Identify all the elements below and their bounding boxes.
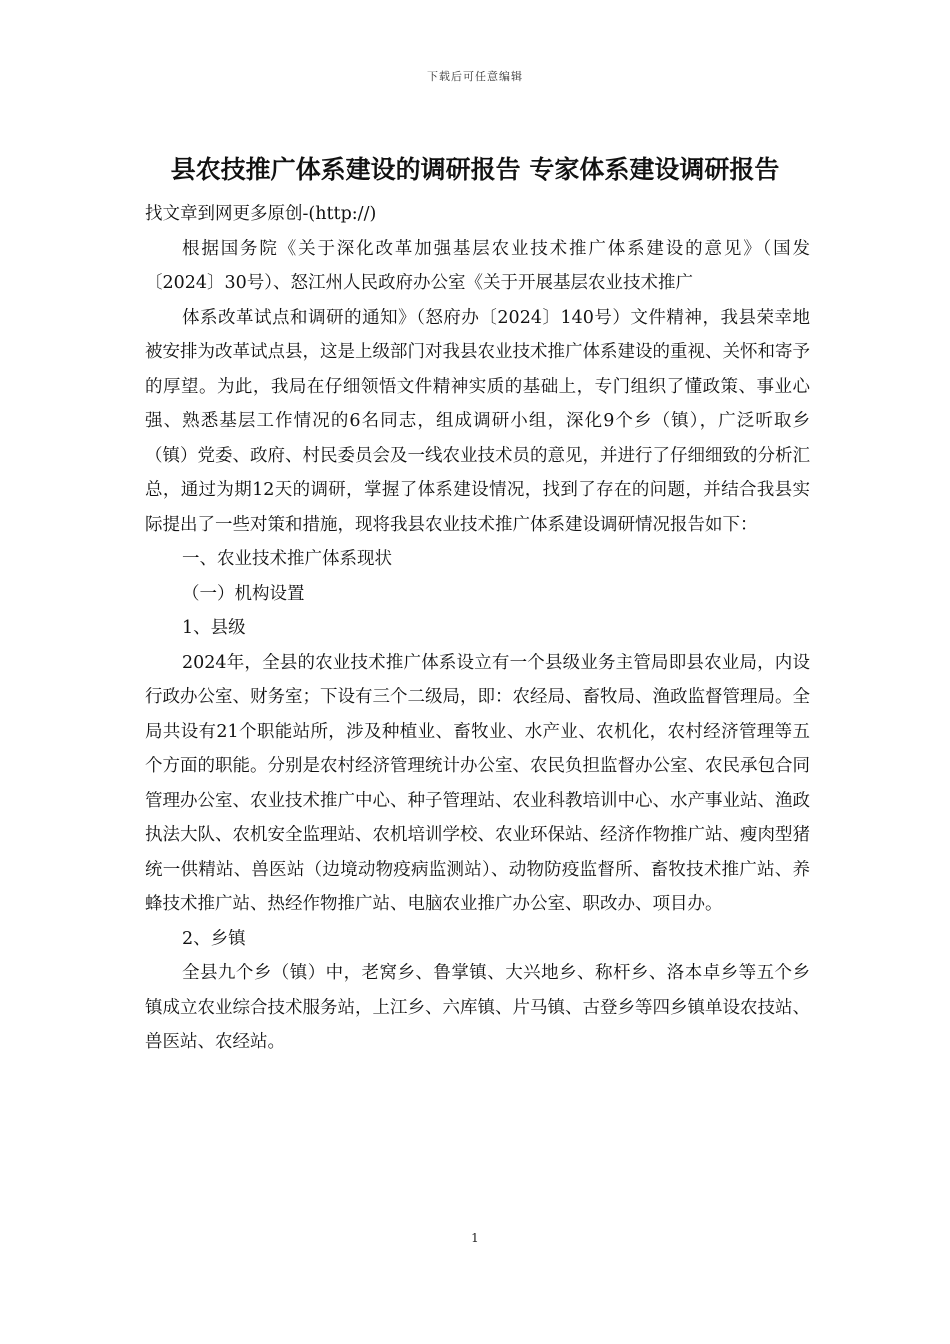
paragraph-intro: 根据国务院《关于深化改革加强基层农业技术推广体系建设的意见》（国发〔2024〕30号）、怒江州人民政府办公室《关于开展基层农业技术推广 [145, 238, 810, 293]
item-heading-township: 2、乡镇 [182, 928, 246, 949]
page-number: 1 [471, 1231, 479, 1245]
header-note: 下载后可任意编辑 [427, 70, 523, 83]
subsection-heading: （一）机构设置 [182, 583, 305, 604]
document-body [145, 197, 810, 1060]
paragraph-township: 全县九个乡（镇）中，老窝乡、鲁掌镇、大兴地乡、称杆乡、洛本卓乡等五个乡镇成立农业综合技术服务站，上江乡、六库镇、片马镇、古登乡等四乡镇单设农技站、兽医站、农经站。 [145, 963, 810, 1052]
section-heading: 一、农业技术推广体系现状 [182, 549, 392, 569]
paragraph-county: 2024年，全县的农业技术推广体系设立有一个县级业务主管局即县农业局，内设行政办公室、财务室；下设有三个二级局，即：农经局、畜牧局、渔政监督管理局。全局共设有21个职能站所，涉及种植业、畜牧业、水产业、农机化，农村经济管理等五个方面的职能。分别是农村经济管理统计办公室、农民负担监督办公室、农民承包合同管理办公室、农业技术推广中心、种子管理站、农业科教培训中心、水产事业站、渔政执法大队、农机安全监理站、农机培训学校、农业环保站、经济作物推广站、瘦肉型猪统一供精站、兽医站（边境动物疫病监测站）、动物防疫监督所、畜牧技术推广站、养蜂技术推广站、热经作物推广站、电脑农业推广办公室、职改办、项目办。 [145, 652, 810, 914]
paragraph-background: 体系改革试点和调研的通知》（怒府办〔2024〕140号）文件精神，我县荣幸地被安排为改革试点县，这是上级部门对我县农业技术推广体系建设的重视、关怀和寄予的厚望。为此，我局在仔细领悟文件精神实质的基础上，专门组织了懂政策、事业心强、熟悉基层工作情况的6名同志，组成调研小组，深化9个乡（镇），广泛听取乡（镇）党委、政府、村民委员会及一线农业技术员的意见，并进行了仔细细致的分析汇总，通过为期12天的调研，掌握了体系建设情况，找到了存在的问题，并结合我县实际提出了一些对策和措施，现将我县农业技术推广体系建设调研情况报告如下： [145, 307, 810, 535]
source-line: 找文章到网更多原创-(http://) [145, 204, 377, 224]
document-title: 县农技推广体系建设的调研报告 专家体系建设调研报告 [170, 155, 780, 184]
item-heading-county: 1、县级 [182, 618, 246, 638]
